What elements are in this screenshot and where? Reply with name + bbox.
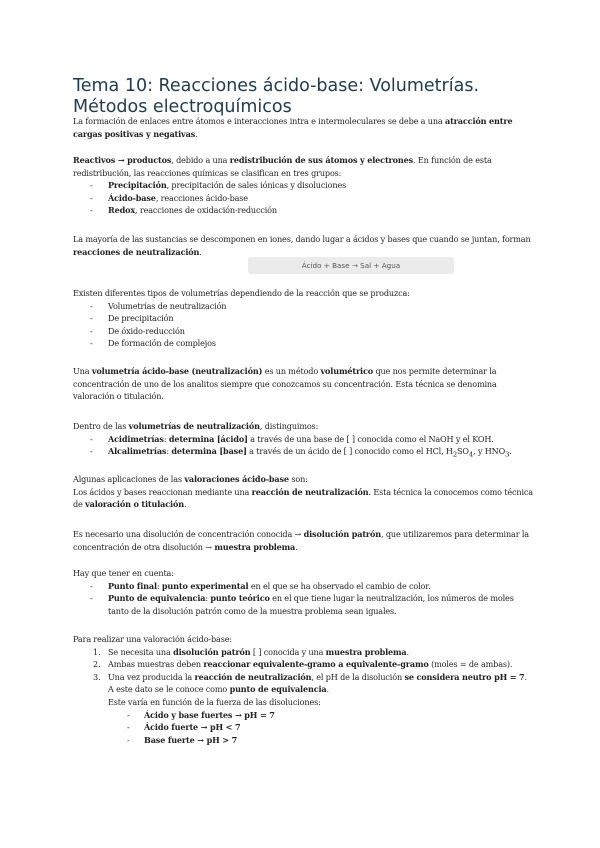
list-item: - Redox, reacciones de oxidación-reducción — [90, 205, 277, 216]
strength-list — [73, 709, 533, 747]
page-title: Tema 10: Reacciones ácido-base: Volumetrías. Métodos electroquímicos — [73, 76, 480, 117]
list-item: - Ácido-base, reacciones ácido-base — [90, 192, 248, 203]
list-item: 1. Se necesita una disolución patrón [ ] conocida y una muestra problema. — [93, 646, 409, 657]
reactivos-text-2: . En función de esta redistribución, las reacciones químicas se clasifican en tres grupos: — [73, 155, 492, 178]
list-item: - Acidimetrías: determina [ácido] a través de una base de [ ] conocida como el NaOH y el KOH. — [90, 433, 494, 444]
reaction-types-list — [73, 179, 533, 217]
neutralization-types-list — [73, 433, 533, 462]
reactivos-text-1: , debido a una — [171, 155, 230, 165]
list-item: - Ácido y base fuertes → pH = 7 — [127, 709, 275, 720]
formula-box: Ácido + Base → Sal + Agua — [248, 257, 454, 274]
volumetry-types-list — [73, 300, 533, 350]
aplicaciones-paragraph: Algunas aplicaciones de las valoraciones ácido-base son: Los ácidos y bases reaccionan mediante una reacción de neutralización. Esta técnica la conocemos como técnica de valoración o titulación. — [73, 474, 533, 510]
intro-paragraph — [73, 115, 533, 140]
list-item: - De formación de complejos — [90, 338, 216, 349]
steps-list — [73, 646, 533, 709]
cuenta-paragraph: Hay que tener en cuenta: - Punto final: punto experimental en el que se ha observado el cambio de color. - Punto de equivalencia: punto teórico en el que tiene lugar la neutralización, los números de moles tanto de la disolución patrón como de la muestra problema sean iguales. — [73, 567, 533, 617]
list-item: - De precipitación — [90, 313, 174, 324]
reactivos-paragraph — [73, 154, 533, 217]
volumetria-paragraph: Una volumetría ácido-base (neutralización) es un método volumétrico que nos permite determinar la concentración de uno de los analitos siempre que conozcamos su concentración. Esta técnica se denomina valoración o titulación. — [73, 366, 497, 402]
list-item: - De óxido-reducción — [90, 325, 185, 336]
list-item: - Punto final: punto experimental en el que se ha observado el cambio de color. — [90, 580, 431, 591]
list-item: - Punto de equivalencia: punto teórico en el que tiene lugar la neutralización, los números de moles tanto de la disolución patrón como de la muestra problema sean iguales. — [90, 593, 514, 616]
intro-end: . — [195, 128, 198, 139]
reactivos-bold-2: redistribución de sus átomos y electrones — [229, 155, 414, 165]
valoracion-paragraph: Para realizar una valoración ácido-base: 1. Se necesita una disolución patrón [ ] conocida y una muestra problema. 2. Ambas muestras deben reaccionar equivalente-gramo a equivalente-gramo (moles = de ambas). 3. Una vez producida la reacción de neutralización, el pH de la disolución se considera neutro pH = 7. A este dato se le conoce como punto de equivalencia. Este varía en función de la fuerza de las disoluciones: - Ácido y base fuertes → pH = 7 - Ácido fuerte → pH < 7 - Base fuerte → pH > 7 — [73, 633, 533, 746]
list-item: - Base fuerte → pH > 7 — [127, 734, 238, 745]
neutralizacion-paragraph: La mayoría de las sustancias se descomponen en iones, dando lugar a ácidos y bases que cuando se juntan, forman reacciones de neutralización. — [73, 234, 531, 257]
dentro-paragraph: Dentro de las volumetrías de neutralización, distinguimos: - Acidimetrías: determina [ácido] a través de una base de [ ] conocida como el NaOH y el KOH. - Alcalimetrías: determina [base] a través de un ácido de [ ] conocido como el HCl, $H_2SO_4$, y $HNO_3$. — [73, 420, 533, 461]
list-item: - Ácido fuerte → pH < 7 — [127, 722, 241, 733]
list-item: 2. Ambas muestras deben reaccionar equivalente-gramo a equivalente-gramo (moles = de ambas). — [93, 659, 513, 670]
list-item: - Alcalimetrías: determina [base] a través de un ácido de [ ] conocido como el HCl, $H_2SO_4$, y $HNO_3$. — [90, 446, 512, 459]
list-item: - Volumetrías de neutralización — [90, 300, 227, 311]
intro-bold: atracción entre cargas positivas y negativas — [73, 116, 513, 139]
reactivos-bold-1: Reactivos → productos — [73, 155, 172, 165]
patron-paragraph: Es necesario una disolución de concentración conocida → disolución patrón, que utilizaremos para determinar la concentración de otra disolución → muestra problema. — [73, 529, 529, 552]
intro-text: La formación de enlaces entre átomos e interacciones intra e intermoleculares se debe a una — [73, 116, 445, 126]
list-item: 3. Una vez producida la reacción de neutralización, el pH de la disolución se considera neutro pH = 7. A este dato se le conoce como punto de equivalencia. Este varía en función de la fuerza de las disoluciones: — [93, 671, 527, 707]
list-item: - Precipitación, precipitación de sales iónicas y disoluciones — [90, 180, 347, 191]
tipos-paragraph: Existen diferentes tipos de volumetrías dependiendo de la reacción que se produzca: - Volumetrías de neutralización - De precipitación - De óxido-reducción - De formación de complejos — [73, 287, 533, 350]
points-list — [73, 580, 533, 618]
